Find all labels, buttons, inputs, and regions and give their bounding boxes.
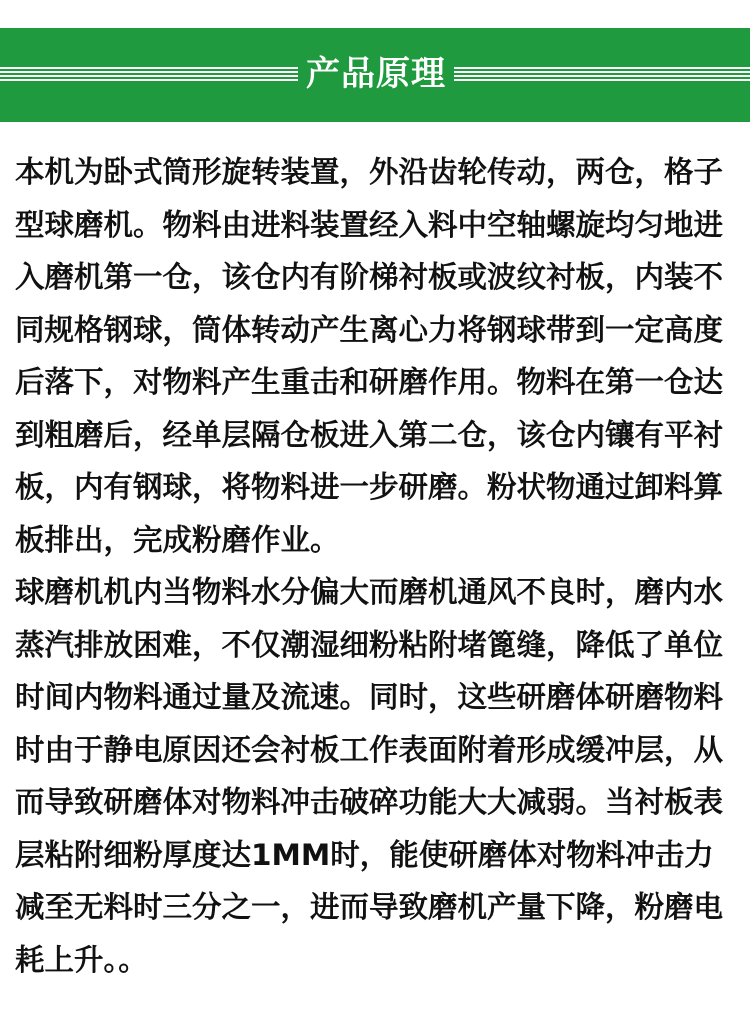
decorative-stripes-left [0, 67, 298, 82]
decorative-stripes-right [454, 67, 750, 82]
paragraph-issue: 球磨机机内当物料水分偏大而磨机通风不良时，磨内水蒸汽排放困难，不仅潮湿细粉粘附堵篦缝，降低了单位时间内物料通过量及流速。同时，这些研磨体研磨物料时由于静电原因还会衬板工作表面附着形成缓冲层，从而导致研磨体对物料冲击破碎功能大大减弱。当衬板表层粘附细粉厚度达1MM时，能使研磨体对物料冲击力减至无料时三分之一，进而导致磨机产量下降，粉磨电耗上升。。 [15, 575, 724, 977]
header-banner [0, 28, 750, 122]
paragraph-principle: 本机为卧式筒形旋转装置，外沿齿轮传动，两仓，格子型球磨机。物料由进料装置经入料中空轴螺旋均匀地进入磨机第一仓，该仓内有阶梯衬板或波纹衬板，内装不同规格钢球，筒体转动产生离心力将钢球带到一定高度后落下，对物料产生重击和研磨作用。物料在第一仓达到粗磨后，经单层隔仓板进入第二仓，该仓内镶有平衬板，内有钢球，将物料进一步研磨。粉状物通过卸料算板排出，完成粉磨作业。 [15, 155, 724, 557]
article-body [15, 146, 740, 986]
section-title: 产品原理 [306, 54, 446, 94]
